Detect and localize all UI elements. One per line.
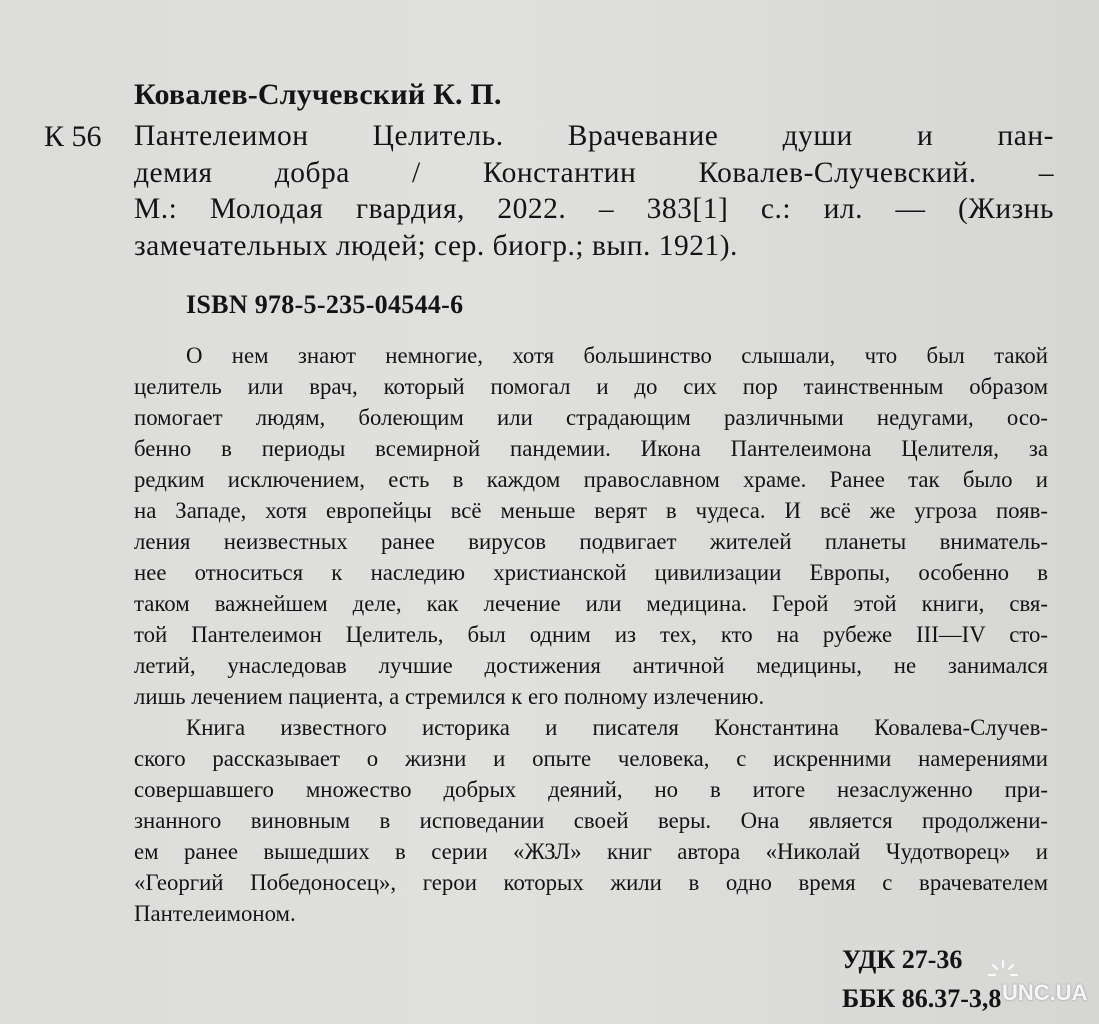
annotation-line: ского рассказывает о жизни и опыте человека, с искренними намерениями bbox=[134, 746, 1048, 771]
isbn: ISBN 978-5-235-04544-6 bbox=[186, 290, 464, 319]
udk-code: УДК 27-36 bbox=[842, 945, 963, 974]
annotation-line: Пантелеимоном. bbox=[134, 901, 296, 926]
annotation-line: ления неизвестных ранее вирусов подвигает жителей планеты вниматель- bbox=[134, 529, 1048, 554]
annotation-line: лишь лечением пациента, а стремился к его полному излечению. bbox=[134, 684, 765, 709]
watermark-text: UNC.UA bbox=[1002, 980, 1088, 1005]
annotation-line: Книга известного историка и писателя Константина Ковалева-Случев- bbox=[186, 715, 1048, 740]
site-watermark bbox=[990, 974, 1090, 1014]
annotation bbox=[134, 340, 1048, 929]
bleed-through-text bbox=[880, 88, 886, 115]
annotation-line: таком важнейшем деле, как лечение или медицина. Герой этой книги, свя- bbox=[134, 591, 1048, 616]
annotation-line: редким исключением, есть в каждом православном храме. Ранее так было и bbox=[134, 467, 1048, 492]
annotation-line: совершавшего множество добрых деяний, но в итоге незаслуженно при- bbox=[134, 777, 1048, 802]
annotation-line: той Пантелеимон Целитель, был одним из тех, кто на рубеже III—IV сто- bbox=[134, 622, 1048, 647]
annotation-line: нее относиться к наследию христианской цивилизации Европы, особенно в bbox=[134, 560, 1048, 585]
bibliographic-description bbox=[134, 118, 1054, 264]
bbk-code: ББК 86.37-3,8 bbox=[842, 984, 1002, 1013]
annotation-line: ем ранее вышедших в серии «ЖЗЛ» книг автора «Николай Чудотворец» и bbox=[134, 839, 1048, 864]
annotation-line: помогает людям, болеющим или страдающим различными недугами, осо- bbox=[134, 405, 1048, 430]
biblio-line: демия добра / Константин Ковалев-Случевский. – bbox=[134, 156, 1054, 189]
annotation-line: «Георгий Победоносец», герои которых жили в одно время с врачевателем bbox=[134, 870, 1048, 895]
annotation-line: знанного виновным в исповедании своей веры. Она является продолжени- bbox=[134, 808, 1048, 833]
biblio-line: замечательных людей; сер. биогр.; вып. 1921). bbox=[134, 229, 738, 262]
annotation-line: бенно в периоды всемирной пандемии. Икона Пантелеимона Целителя, за bbox=[134, 436, 1048, 461]
author-heading: Ковалев-Случевский К. П. bbox=[134, 78, 502, 111]
annotation-line: летий, унаследовав лучшие достижения античной медицины, не занимался bbox=[134, 653, 1048, 678]
annotation-line: на Западе, хотя европейцы всё меньше верят в чудеса. И всё же угроза появ- bbox=[134, 498, 1048, 523]
annotation-line: целитель или врач, который помогал и до сих пор таинственным образом bbox=[134, 374, 1048, 399]
biblio-line: Пантелеимон Целитель. Врачевание души и пан- bbox=[134, 120, 1054, 152]
biblio-line: М.: Молодая гвардия, 2022. – 383[1] с.: ил. — (Жизнь bbox=[134, 193, 1054, 225]
annotation-line: О нем знают немногие, хотя большинство слышали, что был такой bbox=[186, 343, 1048, 368]
class-code: К 56 bbox=[44, 120, 102, 153]
